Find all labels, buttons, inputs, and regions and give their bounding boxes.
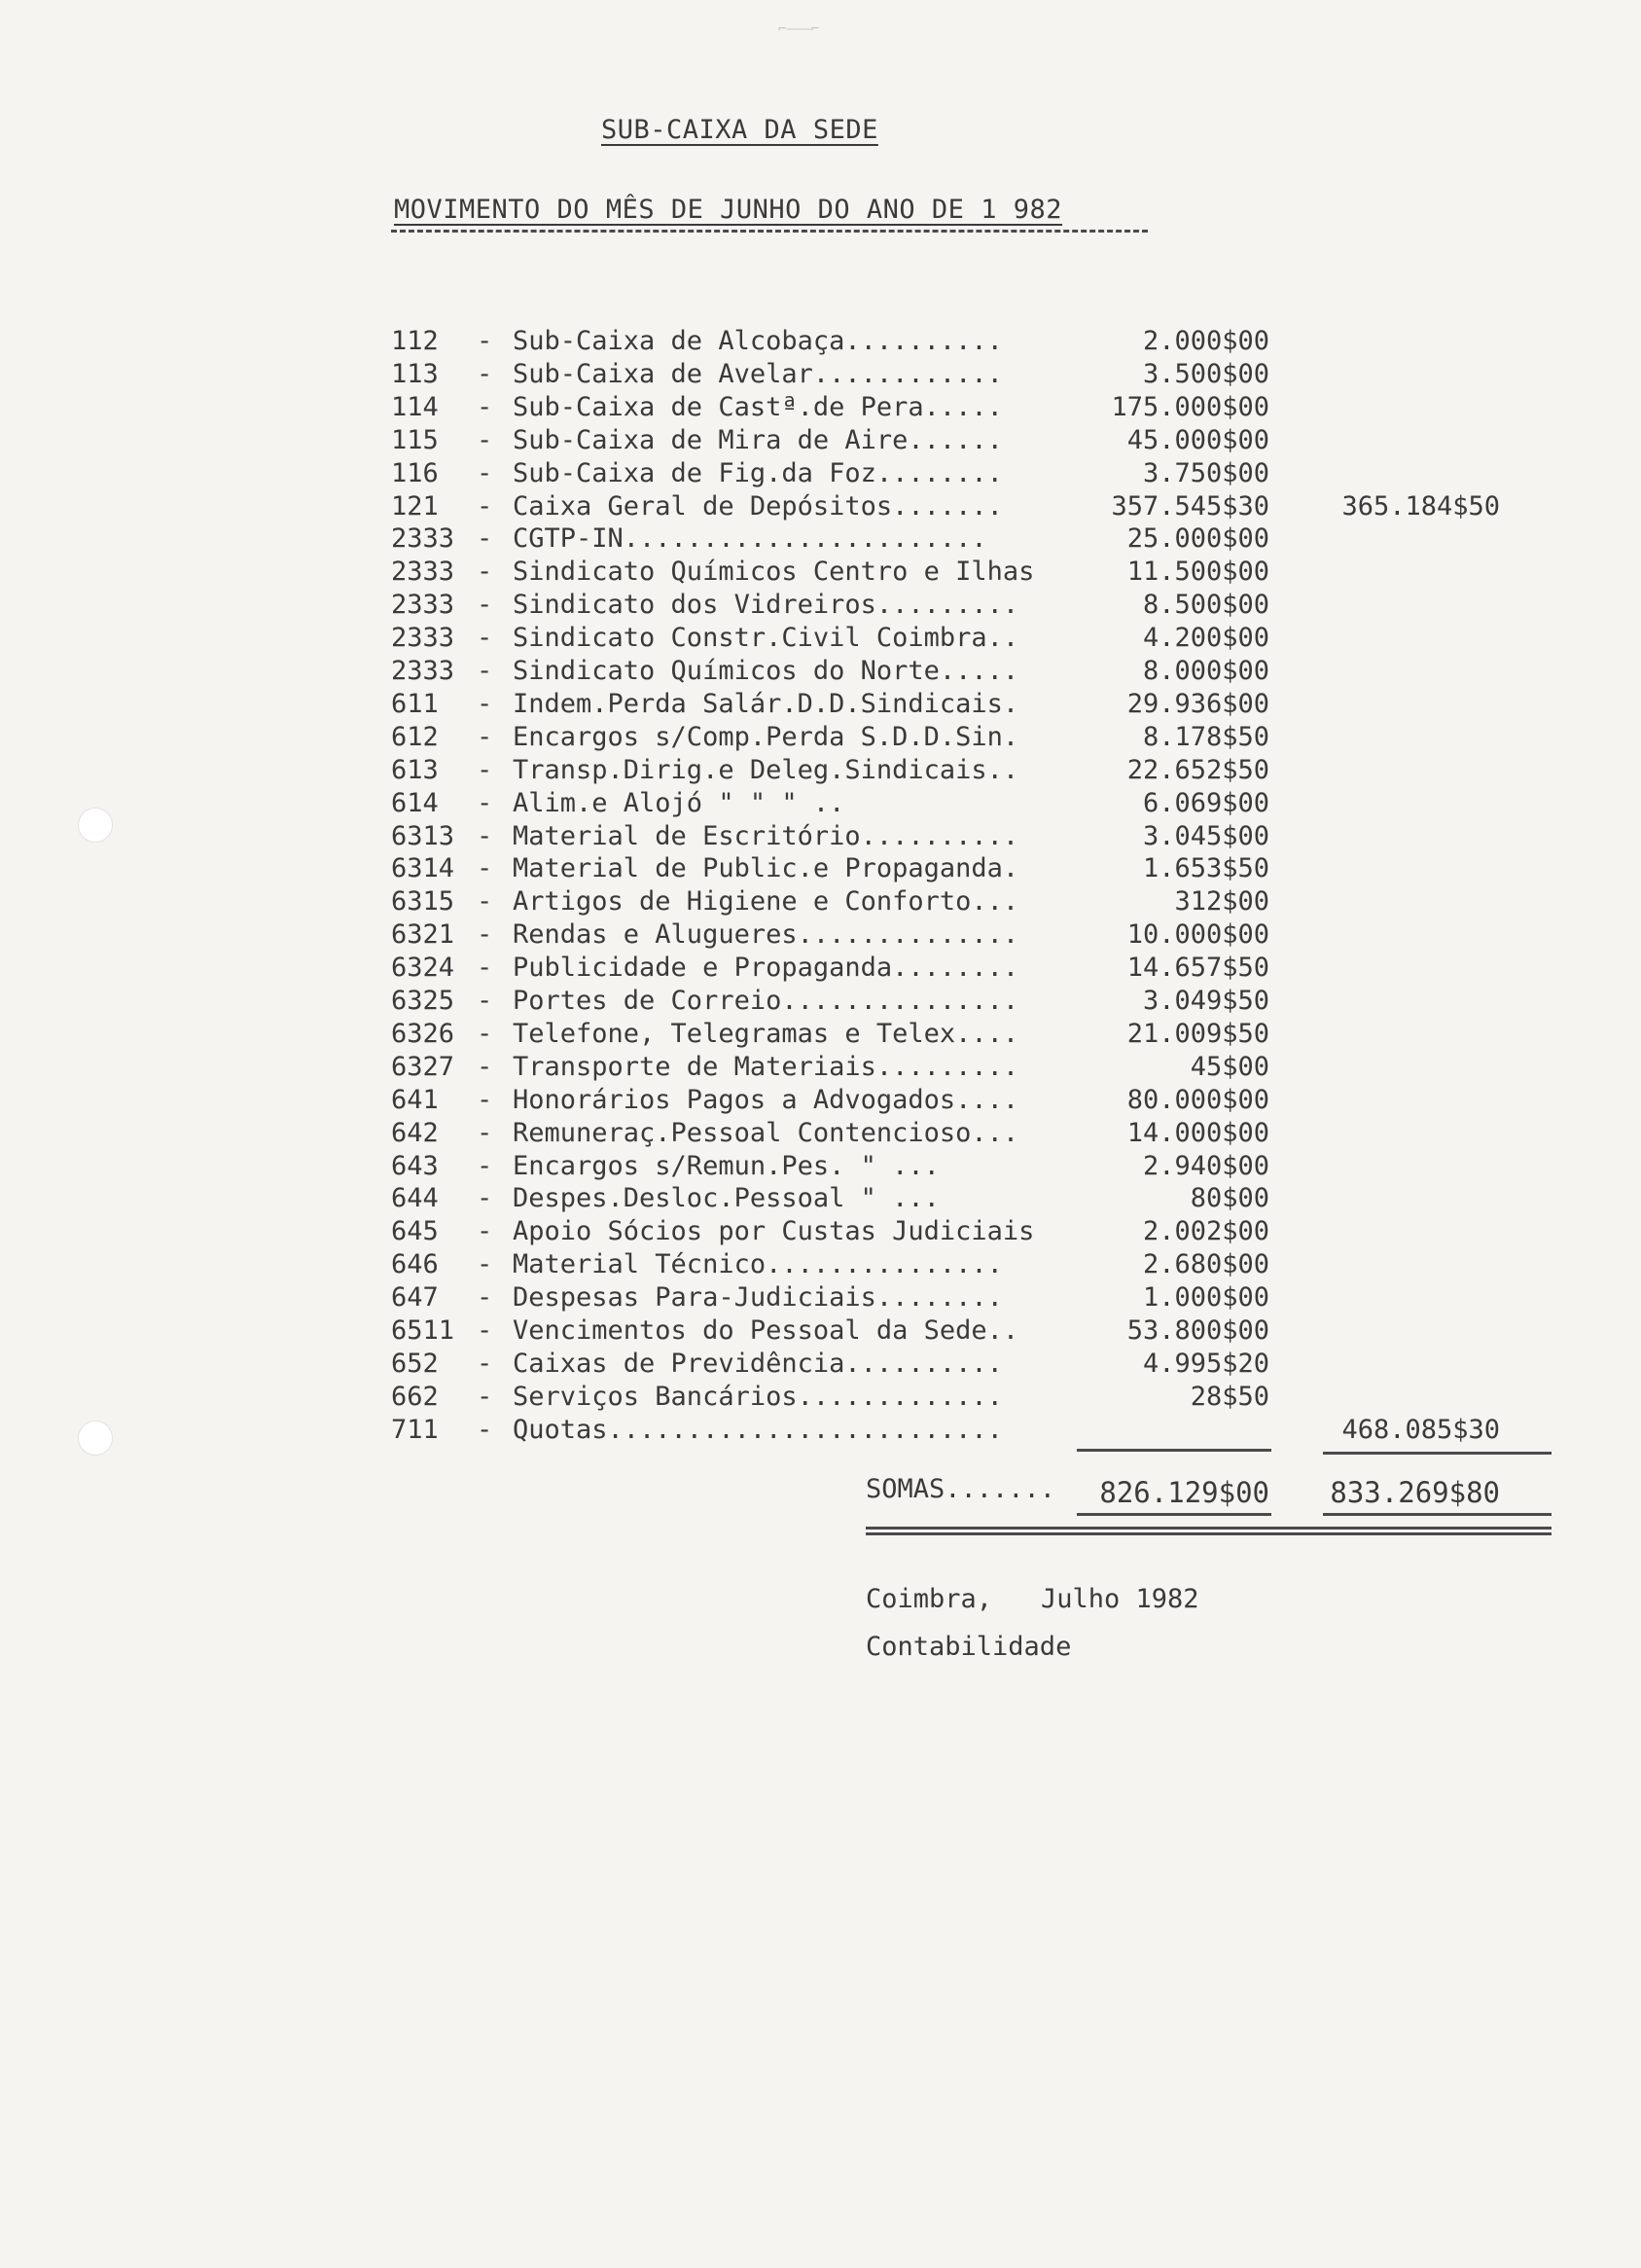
entry-description: Quotas......................... <box>513 1414 1003 1445</box>
ledger-row <box>0 1085 1641 1118</box>
subtitle-dashed-rule <box>391 230 1148 233</box>
ledger-row <box>0 425 1641 458</box>
entry-description: Material Técnico............... <box>513 1249 1003 1280</box>
entry-separator: - <box>477 1282 493 1314</box>
ledger-row <box>0 590 1641 623</box>
entry-separator: - <box>477 424 493 455</box>
double-rule-2 <box>866 1532 1552 1535</box>
entry-code: 6325 <box>391 986 455 1016</box>
entry-code: 112 <box>391 326 439 356</box>
entry-separator: - <box>477 953 493 984</box>
sums-total: 833.269$80 <box>1330 1476 1500 1509</box>
entry-description: Material de Escritório.......... <box>513 820 1019 851</box>
ledger-row <box>0 1216 1641 1249</box>
entry-amount: 4.995$20 <box>1142 1348 1269 1379</box>
entry-code: 2333 <box>391 557 455 588</box>
sums-total-underline <box>1323 1513 1552 1516</box>
sums-amount: 826.129$00 <box>1099 1476 1269 1509</box>
ledger-row <box>0 623 1641 656</box>
entry-description: Rendas e Alugueres.............. <box>513 919 1019 951</box>
entry-separator: - <box>477 1249 493 1280</box>
sums-amount-underline <box>1077 1513 1271 1516</box>
entry-amount: 357.545$30 <box>1111 490 1269 522</box>
document-subtitle: MOVIMENTO DO MÊS DE JUNHO DO ANO DE 1 982 <box>394 195 1062 225</box>
ledger-row <box>0 919 1641 953</box>
entry-code: 6511 <box>391 1315 455 1346</box>
entry-code: 611 <box>391 688 439 719</box>
entry-description: Sub-Caixa de Mira de Aire...... <box>513 424 1003 455</box>
entry-amount: 1.653$50 <box>1142 853 1269 884</box>
entry-code: 6321 <box>391 919 455 951</box>
entry-description: Sub-Caixa de Avelar............ <box>513 358 1003 389</box>
ledger-row <box>0 1382 1641 1415</box>
entry-separator: - <box>477 1018 493 1049</box>
entry-description: Material de Public.e Propaganda. <box>513 853 1019 884</box>
entry-amount: 2.000$00 <box>1142 326 1269 356</box>
entry-description: Sindicato Químicos do Norte..... <box>513 656 1019 686</box>
entry-separator: - <box>477 1315 493 1346</box>
department-label: Contabilidade <box>866 1632 1072 1662</box>
ledger-row <box>0 755 1641 788</box>
entry-separator: - <box>477 688 493 719</box>
entry-amount: 10.000$00 <box>1126 919 1269 951</box>
entry-description: Portes de Correio............... <box>513 986 1019 1016</box>
entry-amount: 3.049$50 <box>1142 986 1269 1016</box>
entry-amount: 3.500$00 <box>1142 358 1269 389</box>
entry-description: Caixas de Previdência.......... <box>513 1348 1003 1379</box>
entry-total: 468.085$30 <box>1341 1414 1500 1445</box>
entry-separator: - <box>477 1348 493 1379</box>
entry-code: 114 <box>391 391 439 422</box>
entry-code: 643 <box>391 1150 439 1181</box>
entry-code: 662 <box>391 1381 439 1412</box>
entry-amount: 3.045$00 <box>1142 820 1269 851</box>
ledger-row <box>0 953 1641 986</box>
sums-label: SOMAS....... <box>866 1474 1056 1504</box>
entry-amount: 80$00 <box>1190 1183 1269 1214</box>
entry-separator: - <box>477 1183 493 1214</box>
ledger-row <box>0 458 1641 491</box>
entry-separator: - <box>477 1117 493 1148</box>
entry-amount: 29.936$00 <box>1126 688 1269 719</box>
entry-description: Remuneraç.Pessoal Contencioso... <box>513 1117 1019 1148</box>
entry-code: 115 <box>391 424 439 455</box>
entry-code: 645 <box>391 1216 439 1247</box>
entry-description: Sindicato dos Vidreiros......... <box>513 590 1019 621</box>
staple-mark: ⌐———⌐ <box>778 21 820 37</box>
entry-total: 365.184$50 <box>1341 490 1500 522</box>
entry-description: Caixa Geral de Depósitos....... <box>513 490 1003 522</box>
ledger-row <box>0 788 1641 821</box>
entry-separator: - <box>477 523 493 555</box>
entry-separator: - <box>477 490 493 522</box>
entry-amount: 14.000$00 <box>1126 1117 1269 1148</box>
ledger-row <box>0 1183 1641 1216</box>
ledger-row <box>0 853 1641 886</box>
entry-description: Sub-Caixa de Castª.de Pera..... <box>513 391 1003 422</box>
entry-description: Telefone, Telegramas e Telex.... <box>513 1018 1019 1049</box>
entry-description: Encargos s/Comp.Perda S.D.D.Sin. <box>513 721 1019 752</box>
ledger-row <box>0 491 1641 524</box>
amount-column-rule <box>1077 1449 1271 1452</box>
ledger-row <box>0 656 1641 689</box>
entry-separator: - <box>477 886 493 918</box>
entry-separator: - <box>477 1150 493 1181</box>
entry-separator: - <box>477 656 493 686</box>
entry-code: 2333 <box>391 523 455 555</box>
ledger-row <box>0 821 1641 854</box>
entry-separator: - <box>477 623 493 654</box>
entry-separator: - <box>477 820 493 851</box>
ledger-row <box>0 1415 1641 1448</box>
entry-code: 116 <box>391 457 439 488</box>
entry-amount: 45.000$00 <box>1126 424 1269 455</box>
entry-code: 644 <box>391 1183 439 1214</box>
entry-amount: 28$50 <box>1190 1381 1269 1412</box>
entry-amount: 312$00 <box>1174 886 1269 918</box>
entry-code: 711 <box>391 1414 439 1445</box>
entry-separator: - <box>477 1381 493 1412</box>
entry-code: 652 <box>391 1348 439 1379</box>
entry-amount: 22.652$50 <box>1126 754 1269 785</box>
entry-description: Indem.Perda Salár.D.D.Sindicais. <box>513 688 1019 719</box>
entry-amount: 2.680$00 <box>1142 1249 1269 1280</box>
date-label: Julho 1982 <box>1041 1584 1199 1614</box>
entry-amount: 25.000$00 <box>1126 523 1269 555</box>
ledger-row <box>0 1118 1641 1151</box>
ledger-row <box>0 1052 1641 1085</box>
ledger-row <box>0 986 1641 1019</box>
entry-code: 121 <box>391 490 439 522</box>
entry-description: Sindicato Químicos Centro e Ilhas <box>513 557 1035 588</box>
entry-description: Apoio Sócios por Custas Judiciais <box>513 1216 1035 1247</box>
entry-code: 647 <box>391 1282 439 1314</box>
entry-description: Despes.Desloc.Pessoal " ... <box>513 1183 940 1214</box>
entry-amount: 80.000$00 <box>1126 1084 1269 1115</box>
entry-amount: 2.002$00 <box>1142 1216 1269 1247</box>
entry-description: Honorários Pagos a Advogados.... <box>513 1084 1019 1115</box>
entry-separator: - <box>477 391 493 422</box>
entry-code: 642 <box>391 1117 439 1148</box>
ledger-row <box>0 1019 1641 1052</box>
entry-amount: 2.940$00 <box>1142 1150 1269 1181</box>
entry-code: 6327 <box>391 1051 455 1082</box>
entry-code: 2333 <box>391 590 455 621</box>
entry-description: Encargos s/Remun.Pes. " ... <box>513 1150 940 1181</box>
entry-code: 613 <box>391 754 439 785</box>
entry-amount: 14.657$50 <box>1126 953 1269 984</box>
total-column-rule <box>1323 1452 1552 1455</box>
entry-separator: - <box>477 590 493 621</box>
entry-separator: - <box>477 787 493 818</box>
entry-amount: 3.750$00 <box>1142 457 1269 488</box>
entry-description: Sub-Caixa de Fig.da Foz........ <box>513 457 1003 488</box>
entry-separator: - <box>477 1414 493 1445</box>
ledger-row <box>0 1282 1641 1315</box>
entry-code: 6314 <box>391 853 455 884</box>
entry-description: Transporte de Materiais......... <box>513 1051 1019 1082</box>
entry-code: 614 <box>391 787 439 818</box>
entry-description: Transp.Dirig.e Deleg.Sindicais.. <box>513 754 1019 785</box>
entry-amount: 8.000$00 <box>1142 656 1269 686</box>
ledger-row <box>0 1151 1641 1184</box>
entry-description: Sub-Caixa de Alcobaça.......... <box>513 326 1003 356</box>
entry-separator: - <box>477 1051 493 1082</box>
entry-amount: 11.500$00 <box>1126 557 1269 588</box>
entry-code: 612 <box>391 721 439 752</box>
entry-separator: - <box>477 754 493 785</box>
entry-description: Artigos de Higiene e Conforto... <box>513 886 1019 918</box>
entry-separator: - <box>477 919 493 951</box>
entry-description: Vencimentos do Pessoal da Sede.. <box>513 1315 1019 1346</box>
entry-description: Sindicato Constr.Civil Coimbra.. <box>513 623 1019 654</box>
entry-amount: 45$00 <box>1190 1051 1269 1082</box>
entry-code: 646 <box>391 1249 439 1280</box>
entry-separator: - <box>477 1084 493 1115</box>
ledger-row <box>0 1249 1641 1282</box>
ledger-row <box>0 523 1641 557</box>
entry-separator: - <box>477 557 493 588</box>
ledger-row <box>0 1349 1641 1382</box>
entry-description: CGTP-IN....................... <box>513 523 987 555</box>
ledger-row <box>0 689 1641 722</box>
entry-description: Alim.e Alojó " " " .. <box>513 787 845 818</box>
entry-code: 6324 <box>391 953 455 984</box>
entry-amount: 4.200$00 <box>1142 623 1269 654</box>
entry-amount: 1.000$00 <box>1142 1282 1269 1314</box>
entry-separator: - <box>477 358 493 389</box>
entry-amount: 175.000$00 <box>1111 391 1269 422</box>
ledger-row <box>0 886 1641 919</box>
ledger-row <box>0 326 1641 359</box>
entry-code: 641 <box>391 1084 439 1115</box>
ledger-row <box>0 359 1641 392</box>
entry-description: Serviços Bancários............. <box>513 1381 1003 1412</box>
entry-description: Publicidade e Propaganda........ <box>513 953 1019 984</box>
ledger-row <box>0 722 1641 755</box>
entry-separator: - <box>477 326 493 356</box>
place-label: Coimbra, <box>866 1584 993 1614</box>
entry-code: 113 <box>391 358 439 389</box>
entry-code: 6315 <box>391 886 455 918</box>
entry-code: 2333 <box>391 656 455 686</box>
entry-amount: 8.178$50 <box>1142 721 1269 752</box>
double-rule-1 <box>866 1527 1552 1530</box>
entry-amount: 8.500$00 <box>1142 590 1269 621</box>
entry-code: 6326 <box>391 1018 455 1049</box>
entry-amount: 53.800$00 <box>1126 1315 1269 1346</box>
entry-separator: - <box>477 986 493 1016</box>
ledger-row <box>0 1315 1641 1349</box>
document-title: SUB-CAIXA DA SEDE <box>601 115 878 145</box>
entry-code: 6313 <box>391 820 455 851</box>
ledger-row <box>0 392 1641 425</box>
entry-code: 2333 <box>391 623 455 654</box>
entry-amount: 6.069$00 <box>1142 787 1269 818</box>
ledger-row <box>0 557 1641 590</box>
entry-separator: - <box>477 853 493 884</box>
entry-separator: - <box>477 721 493 752</box>
entry-separator: - <box>477 1216 493 1247</box>
entry-amount: 21.009$50 <box>1126 1018 1269 1049</box>
entry-separator: - <box>477 457 493 488</box>
entry-description: Despesas Para-Judiciais........ <box>513 1282 1003 1314</box>
